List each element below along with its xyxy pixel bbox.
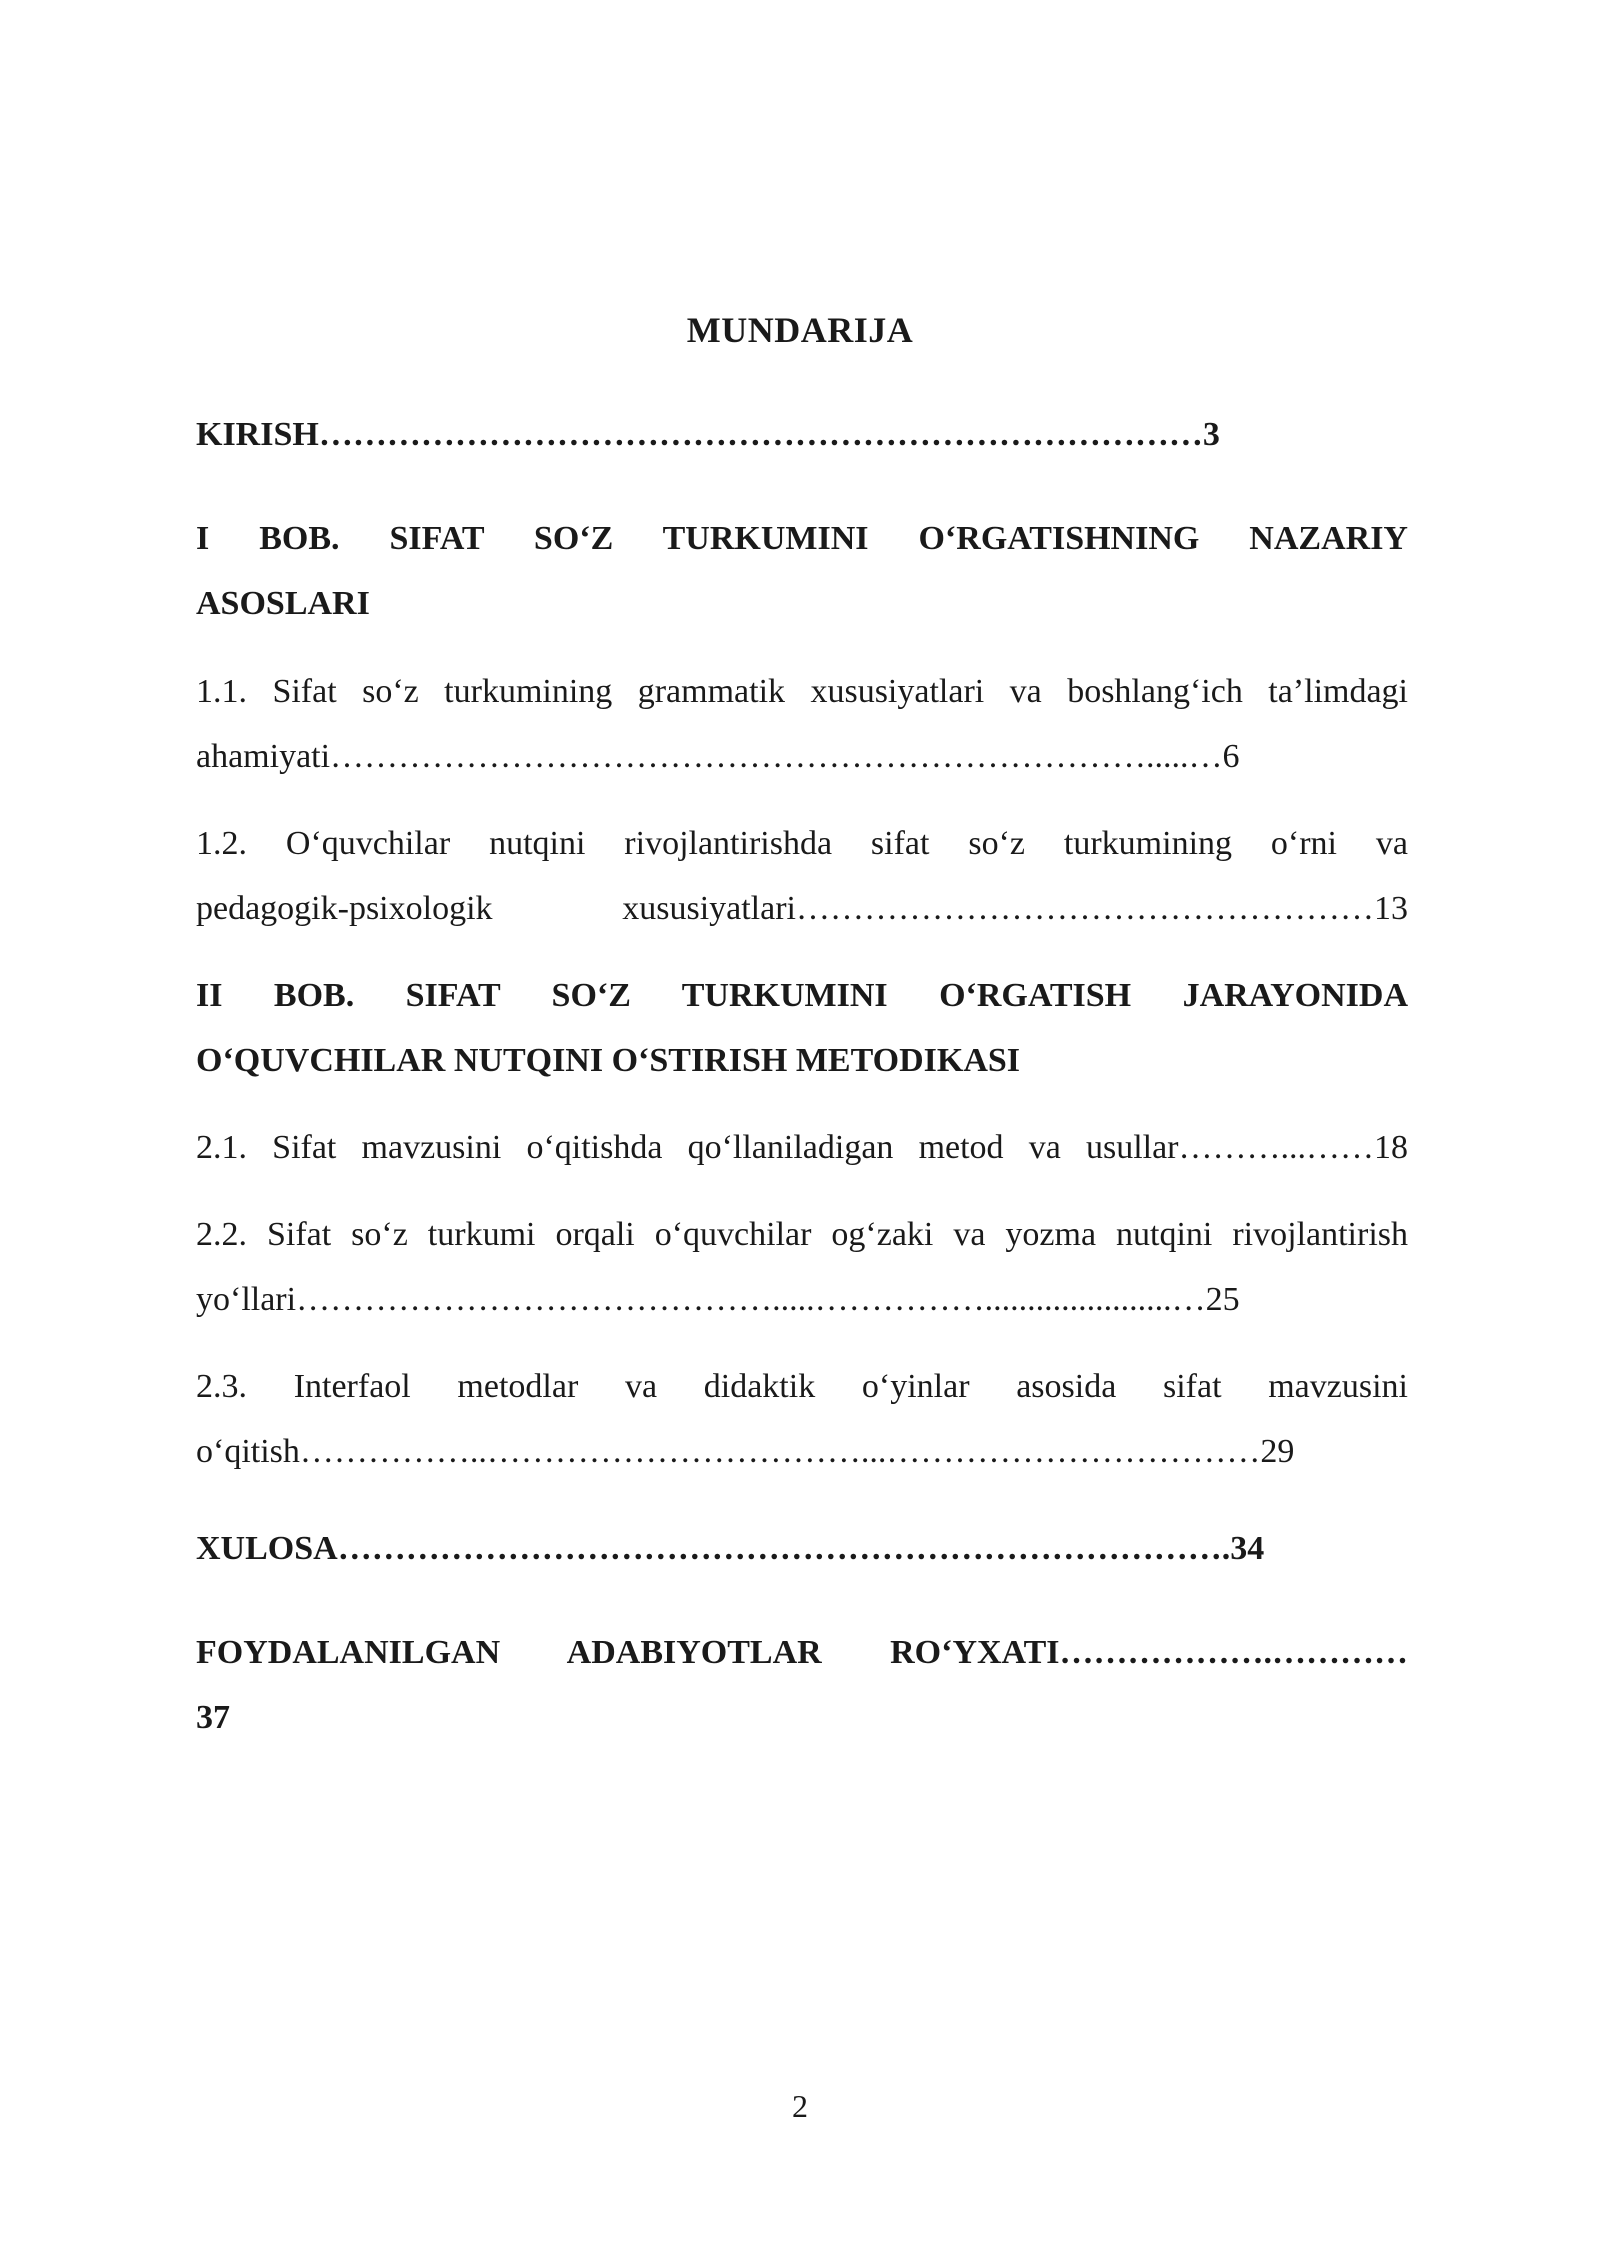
toc-entry-line: 2.3. Interfaol metodlar va didaktik o‘yinlar asosida sifat mavzusini: [196, 1368, 1408, 1405]
page-title: MUNDARIJA: [686, 310, 914, 350]
toc-entry-line: FOYDALANILGAN ADABIYOTLAR RO‘YXATI……………….…………: [196, 1634, 1408, 1671]
toc-entry-kirish[interactable]: [196, 402, 1408, 467]
toc-entry-line: pedagogik-psixologik xususiyatlari……………………………………………13: [196, 890, 1408, 927]
page-number: 2: [792, 2088, 808, 2124]
toc-entry-line: 1.2. O‘quvchilar nutqini rivojlantirishda sifat so‘z turkumining o‘rni va: [196, 825, 1408, 862]
toc-entry-references[interactable]: [196, 1620, 1408, 1750]
toc-entry-section-2-2[interactable]: [196, 1202, 1408, 1332]
toc-entry-line: 1.1. Sifat so‘z turkumining grammatik xususiyatlari va boshlang‘ich ta’limdagi: [196, 673, 1408, 710]
toc-entry-line: 2.2. Sifat so‘z turkumi orqali o‘quvchilar og‘zaki va yozma nutqini rivojlantirish: [196, 1216, 1408, 1253]
toc-entry-line: II BOB. SIFAT SO‘Z TURKUMINI O‘RGATISH JARAYONIDA: [196, 977, 1408, 1014]
toc-entry-line: ahamiyati……………………………………………………………….....…6: [196, 738, 1240, 775]
toc-entry-section-2-3[interactable]: [196, 1354, 1408, 1484]
toc-entry-xulosa[interactable]: [196, 1516, 1408, 1581]
toc-entry-section-1-1[interactable]: [196, 659, 1408, 789]
toc-entry-line: O‘QUVCHILAR NUTQINI O‘STIRISH METODIKASI: [196, 1042, 1021, 1079]
toc-entry-line: XULOSA…………………………………………………………………….34: [196, 1530, 1265, 1567]
toc-entry-line: 37: [196, 1699, 230, 1736]
toc-entry-line: ASOSLARI: [196, 585, 370, 622]
toc-entry-section-2-1[interactable]: [196, 1115, 1408, 1180]
toc-entry-chapter-1[interactable]: [196, 506, 1408, 636]
toc-entry-line: KIRISH……………………………………………………………………3: [196, 416, 1220, 453]
toc-entry-line: o‘qitish……………..……………………………...……………………………29: [196, 1433, 1295, 1470]
toc-entry-section-1-2[interactable]: [196, 811, 1408, 941]
toc-entry-line: I BOB. SIFAT SO‘Z TURKUMINI O‘RGATISHNING NAZARIY: [196, 520, 1408, 557]
toc-entry-chapter-2[interactable]: [196, 963, 1408, 1093]
toc-entry-line: 2.1. Sifat mavzusini o‘qitishda qo‘llaniladigan metod va usullar………...……18: [196, 1129, 1408, 1166]
toc-entry-line: yo‘llari…………………………………….....……………......................…25: [196, 1281, 1240, 1318]
